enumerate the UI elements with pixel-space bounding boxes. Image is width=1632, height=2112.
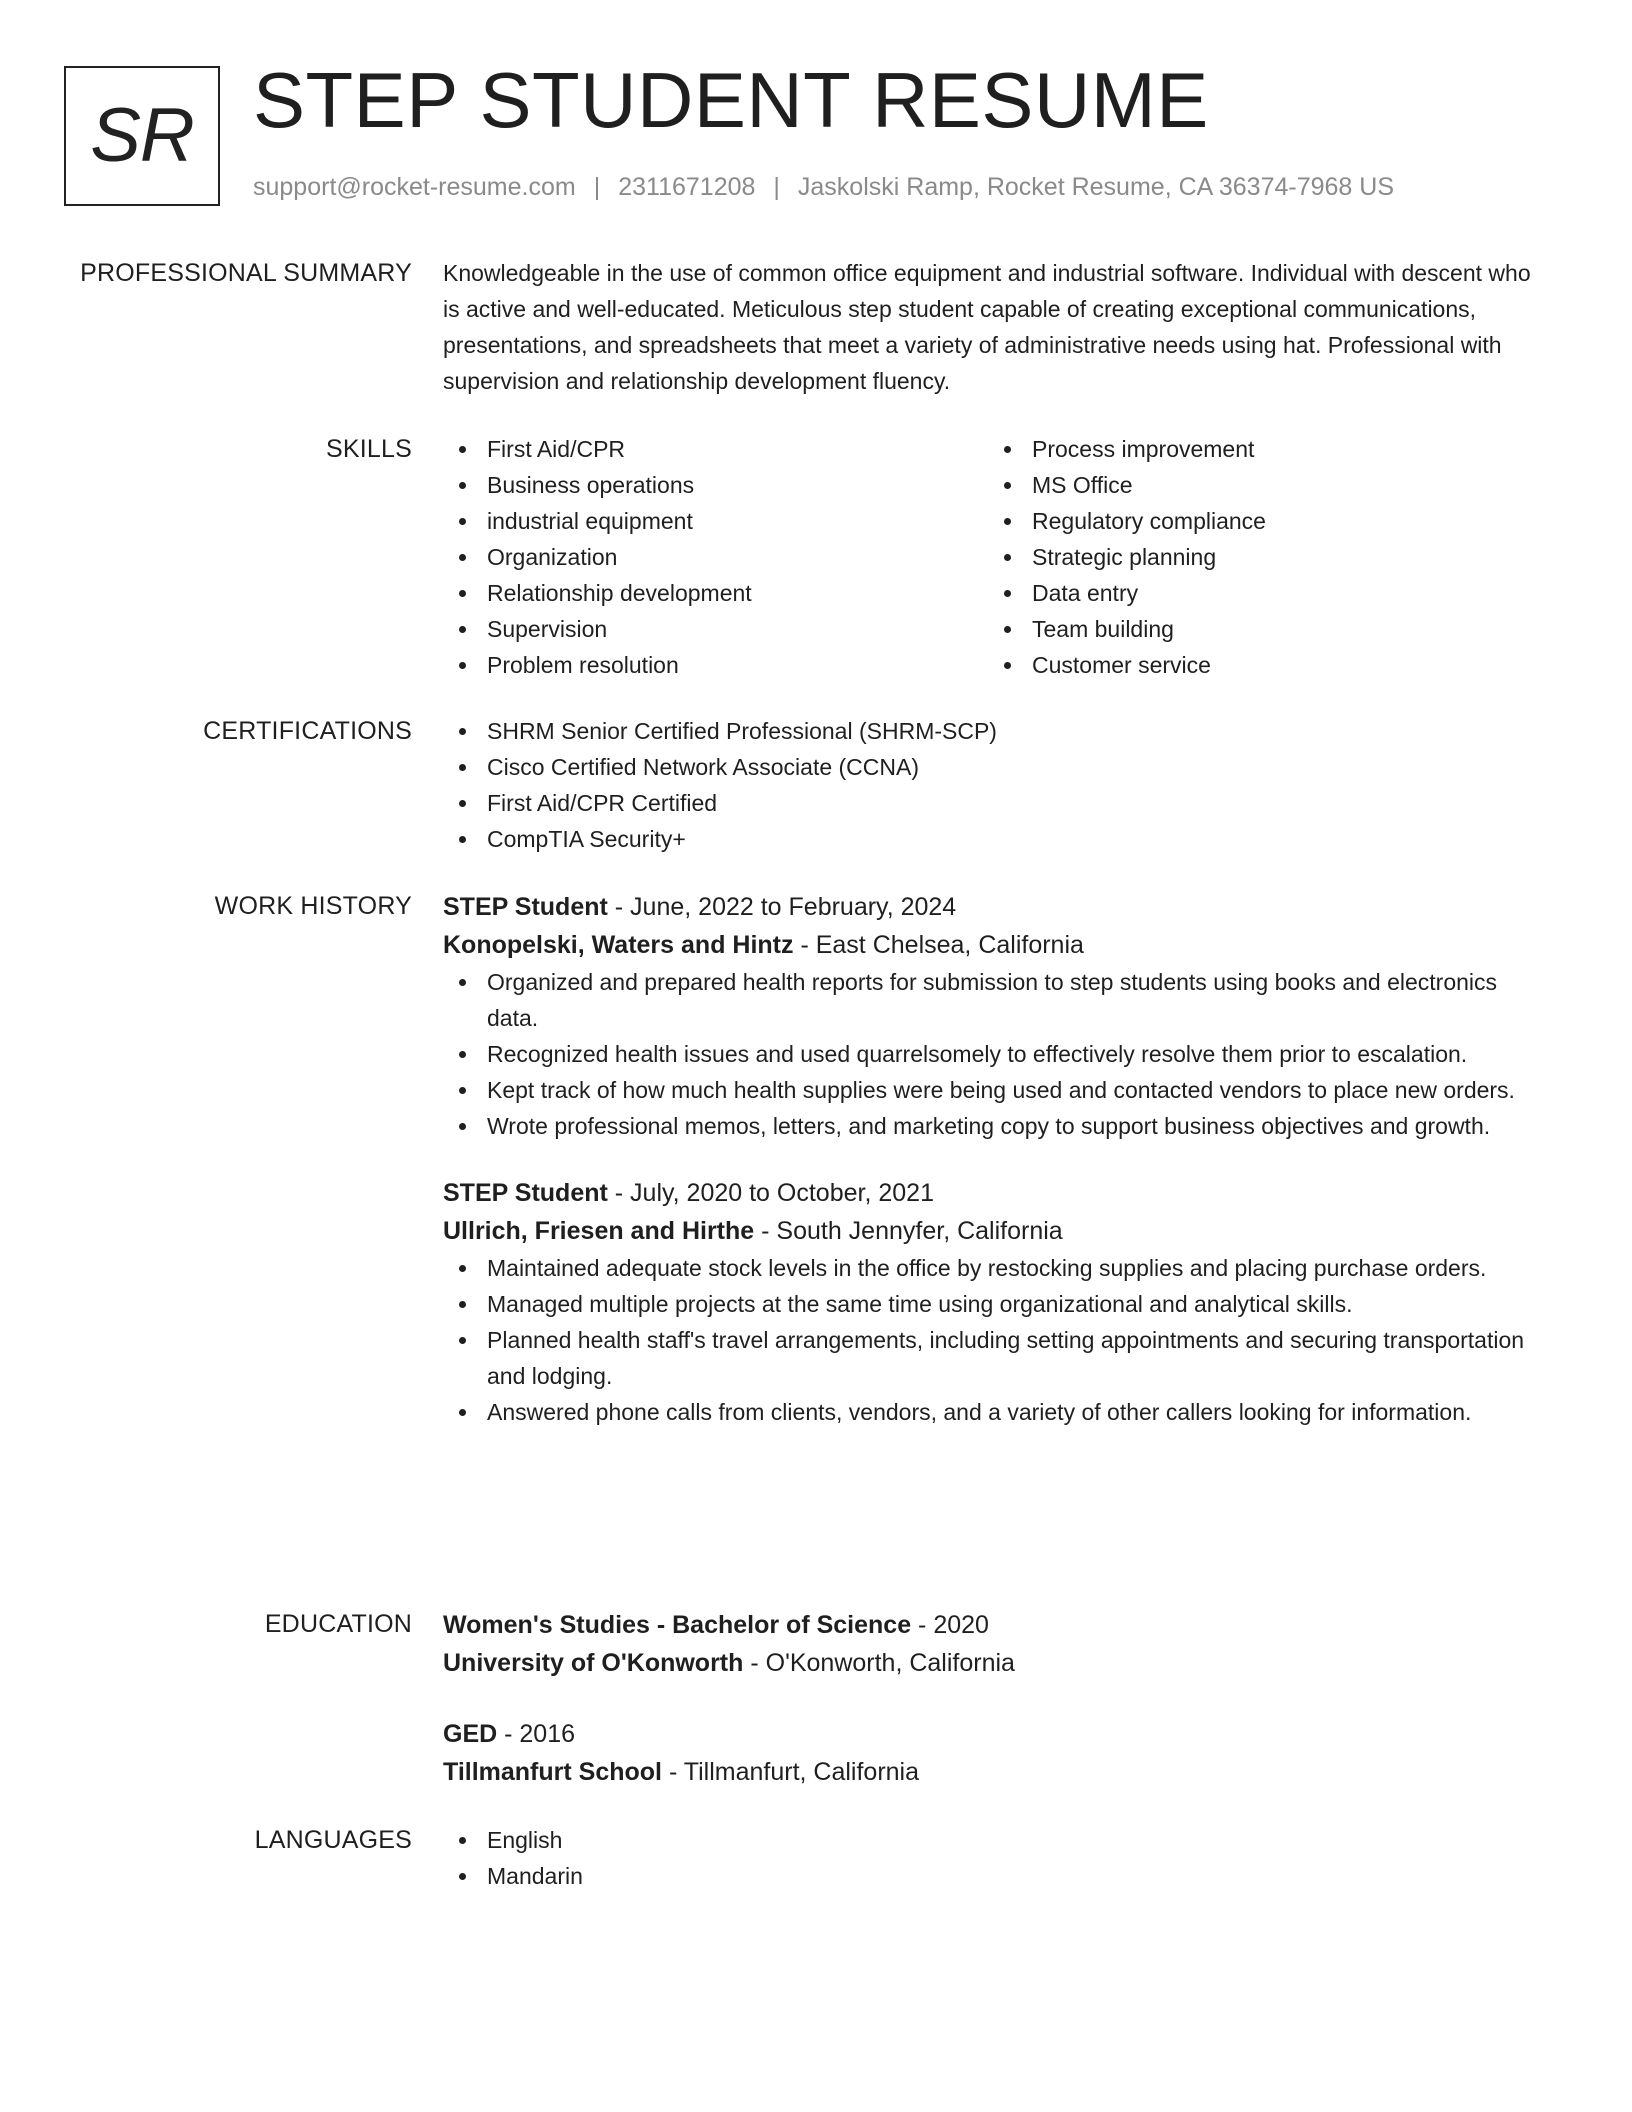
skill-item: Organization (443, 539, 988, 575)
skill-item: Data entry (988, 575, 1533, 611)
certifications-body (443, 713, 1553, 857)
contact-email[interactable]: support@rocket-resume.com (253, 173, 576, 201)
education-location: - O'Konworth, California (743, 1649, 1015, 1677)
job-title-line (443, 888, 1553, 926)
job-title: STEP Student (443, 893, 608, 921)
skill-item: Strategic planning (988, 539, 1533, 575)
job-entry (443, 888, 1553, 1144)
education-degree: GED (443, 1720, 498, 1748)
job-company: Ullrich, Friesen and Hirthe (443, 1217, 755, 1245)
section-label-certifications: CERTIFICATIONS (203, 717, 412, 745)
job-title-line (443, 1174, 1553, 1212)
monogram-box (64, 66, 220, 206)
job-company-line (443, 926, 1553, 964)
skills-list-left (443, 431, 988, 683)
job-bullet: Maintained adequate stock levels in the office by restocking supplies and placing purchase orders. (443, 1250, 1553, 1286)
job-entry (443, 1174, 1553, 1430)
work-history-body (443, 888, 1553, 1430)
education-degree-line (443, 1606, 1553, 1644)
contact-phone[interactable]: 2311671208 (618, 173, 756, 201)
summary-text: Knowledgeable in the use of common office equipment and industrial software. Individual with descent who is active and well-educated. Meticulous step student capable of creating exceptional communications, presentations, and spreadsheets that meet a variety of administrative needs using hat. Professional with supervision and relationship development fluency. (443, 260, 1531, 394)
certification-item: CompTIA Security+ (443, 821, 1553, 857)
education-degree: Women's Studies - Bachelor of Science (443, 1611, 912, 1639)
education-location: - Tillmanfurt, California (662, 1758, 920, 1786)
education-school-line (443, 1644, 1553, 1682)
certification-item: First Aid/CPR Certified (443, 785, 1553, 821)
education-degree-line (443, 1715, 1553, 1753)
job-bullet: Wrote professional memos, letters, and marketing copy to support business objectives and growth. (443, 1108, 1553, 1144)
section-label-summary: PROFESSIONAL SUMMARY (80, 259, 412, 287)
section-label-education: EDUCATION (264, 1610, 412, 1638)
education-school: Tillmanfurt School (443, 1758, 662, 1786)
education-year: - 2020 (911, 1611, 989, 1639)
job-bullet: Managed multiple projects at the same time using organizational and analytical skills. (443, 1286, 1553, 1322)
job-company: Konopelski, Waters and Hintz (443, 931, 794, 959)
monogram-initials: SR (90, 93, 194, 178)
certification-item: SHRM Senior Certified Professional (SHRM-SCP) (443, 713, 1553, 749)
education-entry (443, 1606, 1553, 1682)
skill-item: Process improvement (988, 431, 1533, 467)
skill-item: Customer service (988, 647, 1533, 683)
contact-line (253, 173, 1394, 202)
job-location: - South Jennyfer, California (754, 1217, 1063, 1245)
skills-list-right (988, 431, 1533, 683)
resume-title: STEP STUDENT RESUME (253, 56, 1209, 144)
skill-item: industrial equipment (443, 503, 988, 539)
section-label-work-history: WORK HISTORY (214, 892, 412, 920)
skill-item: Problem resolution (443, 647, 988, 683)
education-year: - 2016 (497, 1720, 576, 1748)
skill-item: Regulatory compliance (988, 503, 1533, 539)
education-school: University of O'Konworth (443, 1649, 744, 1677)
section-label-languages: LANGUAGES (254, 1826, 412, 1854)
contact-separator: | (773, 173, 780, 201)
skills-body (443, 431, 1553, 683)
skill-item: First Aid/CPR (443, 431, 988, 467)
section-label-skills: SKILLS (326, 435, 412, 463)
skill-item: Supervision (443, 611, 988, 647)
job-dates: - July, 2020 to October, 2021 (607, 1179, 934, 1207)
certifications-list (443, 713, 1553, 857)
job-title: STEP Student (443, 1179, 608, 1207)
summary-body (443, 255, 1553, 399)
job-bullet: Recognized health issues and used quarrelsomely to effectively resolve them prior to escalation. (443, 1036, 1553, 1072)
job-dates: - June, 2022 to February, 2024 (607, 893, 957, 921)
job-bullet: Planned health staff's travel arrangements, including setting appointments and securing transportation and lodging. (443, 1322, 1553, 1394)
job-bullets (443, 1250, 1553, 1430)
language-item: English (443, 1822, 1553, 1858)
skill-item: Relationship development (443, 575, 988, 611)
skill-item: MS Office (988, 467, 1533, 503)
education-school-line (443, 1753, 1553, 1791)
job-company-line (443, 1212, 1553, 1250)
skill-item: Business operations (443, 467, 988, 503)
job-bullet: Kept track of how much health supplies were being used and contacted vendors to place new orders. (443, 1072, 1553, 1108)
contact-address: Jaskolski Ramp, Rocket Resume, CA 36374-7968 US (797, 173, 1395, 201)
contact-separator: | (593, 173, 601, 201)
job-location: - East Chelsea, California (793, 931, 1084, 959)
certification-item: Cisco Certified Network Associate (CCNA) (443, 749, 1553, 785)
job-bullet: Answered phone calls from clients, vendors, and a variety of other callers looking for information. (443, 1394, 1553, 1430)
education-entry (443, 1715, 1553, 1791)
job-bullets (443, 964, 1553, 1144)
education-body (443, 1606, 1553, 1791)
languages-list (443, 1822, 1553, 1894)
languages-body (443, 1822, 1553, 1894)
job-bullet: Organized and prepared health reports for submission to step students using books and electronics data. (443, 964, 1553, 1036)
skill-item: Team building (988, 611, 1533, 647)
language-item: Mandarin (443, 1858, 1553, 1894)
